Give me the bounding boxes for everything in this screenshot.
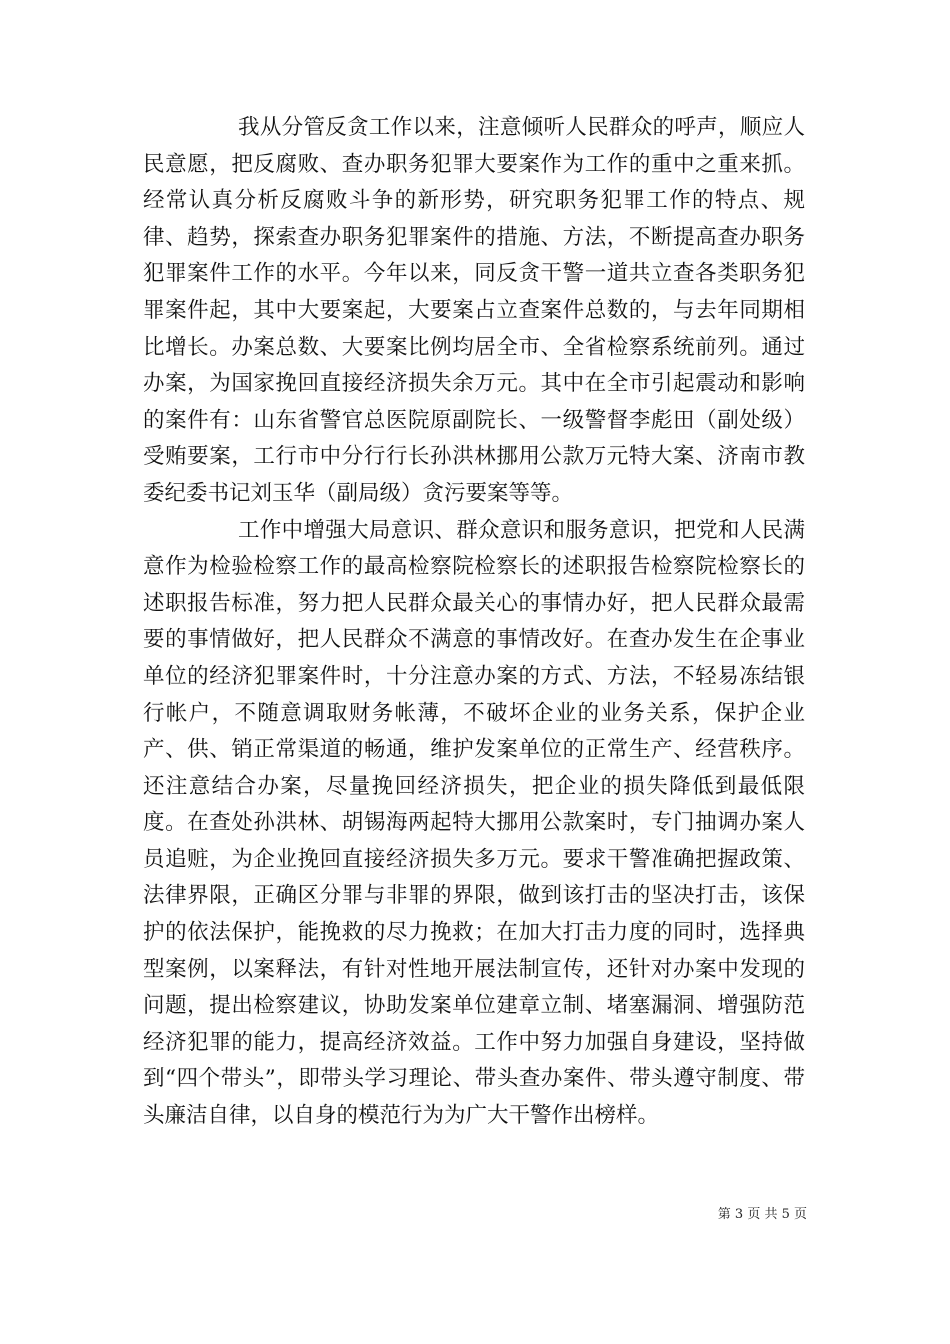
paragraph-service-awareness: 工作中增强大局意识、群众意识和服务意识，把党和人民满意作为检验检察工作的最高检察院检察长的述职报告检察院检察长的述职报告标准，努力把人民群众最关心的事情办好，把人民群众最需要的事情做好，把人民群众不满意的事情改好。在查办发生在企事业单位的经济犯罪案件时，十分注意办案的方式、方法，不轻易冻结银行帐户，不随意调取财务帐薄，不破坏企业的业务关系，保护企业产、供、销正常渠道的畅通，维护发案单位的正常生产、经营秩序。还注意结合办案，尽量挽回经济损失，把企业的损失降低到最低限度。在查处孙洪林、胡锡海两起特大挪用公款案时，专门抽调办案人员追赃，为企业挽回直接经济损失多万元。要求干警准确把握政策、法律界限，正确区分罪与非罪的界限，做到该打击的坚决打击，该保护的依法保护，能挽救的尽力挽救；在加大打击力度的同时，选择典型案例，以案释法，有针对性地开展法制宣传，还针对办案中发现的问题，提出检察建议，协助发案单位建章立制、堵塞漏洞、增强防范经济犯罪的能力，提高经济效益。工作中努力加强自身建设，坚持做到“四个带头”，即带头学习理论、带头查办案件、带头遵守制度、带头廉洁自律，以自身的模范行为为广大干警作出榜样。 (143, 517, 805, 1129)
body-text (143, 110, 805, 1135)
paragraph-anti-corruption-work: 我从分管反贪工作以来，注意倾听人民群众的呼声，顺应人民意愿，把反腐败、查办职务犯罪大要案作为工作的重中之重来抓。经常认真分析反腐败斗争的新形势，研究职务犯罪工作的特点、规律、趋势，探索查办职务犯罪案件的措施、方法，不断提高查办职务犯罪案件工作的水平。今年以来，同反贪干警一道共立查各类职务犯罪案件起，其中大要案起，大要案占立查案件总数的，与去年同期相比增长。办案总数、大要案比例均居全市、全省检察系统前列。通过办案，为国家挽回直接经济损失余万元。其中在全市引起震动和影响的案件有：山东省警官总医院原副院长、一级警督李彪田（副处级）受贿要案，工行市中分行行长孙洪林挪用公款万元特大案、济南市教委纪委书记刘玉华（副局级）贪污要案等等。 (143, 115, 805, 506)
page-number: 第 3 页 共 5 页 (717, 1207, 807, 1222)
